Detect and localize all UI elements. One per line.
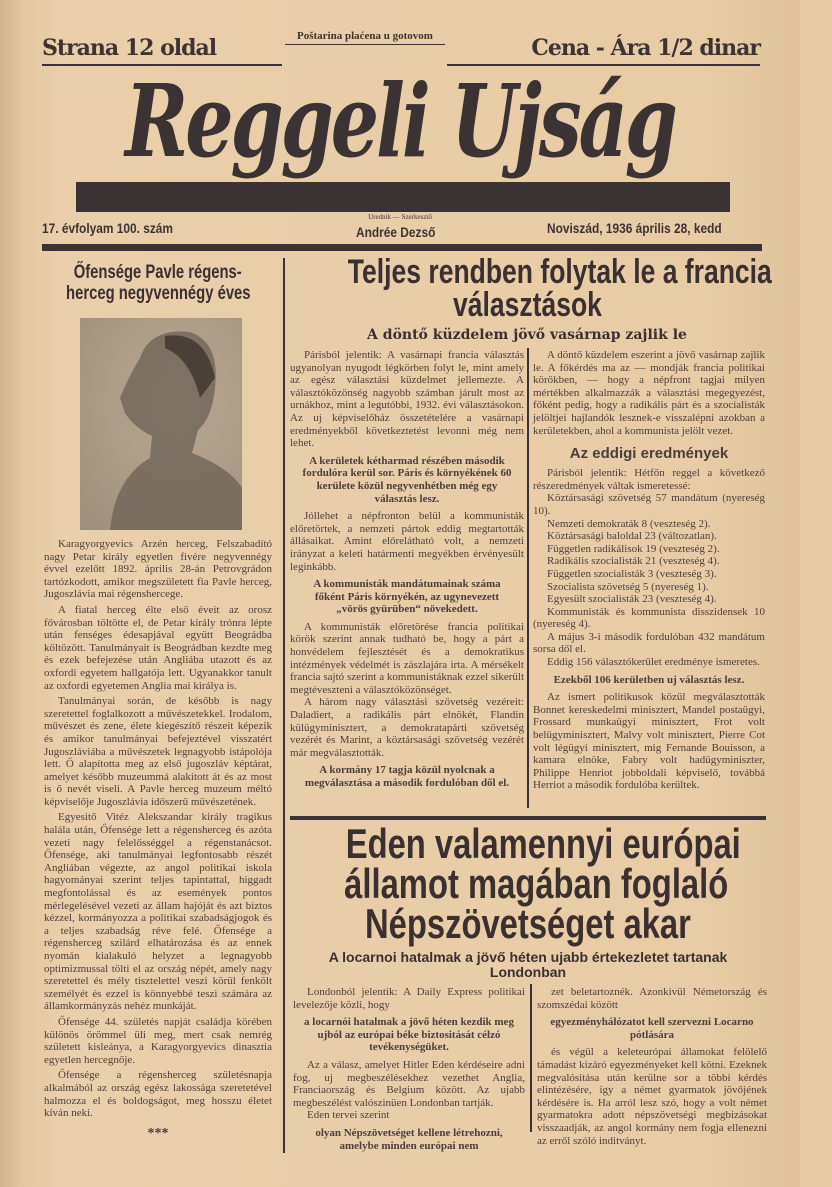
editor-name: Andrée Dezső [356, 224, 436, 240]
left-headline [38, 262, 278, 304]
paragraph: Kommunisták és kommunista disszidensek 10 (nyereség 4). [533, 605, 765, 631]
paragraph: Londonból jelentik: A Daily Express politikai levelezője közli, hogy [293, 986, 525, 1011]
article2-headline-line: Eden valamennyi európai [345, 820, 741, 867]
highlighted-paragraph: a locarnói hatalmak a jövő héten kezdik meg ujból az európai béke biztositását célzó tevékenységüket. [304, 1016, 514, 1054]
left-headline-line: Őfensége Pavle régens- [73, 262, 243, 283]
article1-col2 [533, 349, 765, 809]
highlighted-paragraph: A kormány 17 tagja közül nyolcnak a megválasztása a második fordulóban dől el. [304, 764, 510, 789]
highlighted-paragraph: egyezményhálózatot kell szervezni Locarno pótlására [550, 1016, 754, 1041]
paragraph: Köztársasági baloldal 23 (változatlan). [547, 530, 717, 543]
highlighted-paragraph: A kommunisták mandátumainak száma főként Páris környékén, az ugynevezett „vörös gyürüben“ növekedett. [313, 578, 501, 616]
paragraph: Eden tervei szerint [307, 1109, 390, 1122]
paragraph: Tanulmányai során, de később is nagy szeretettel foglalkozott a művészetekkel. Irodalom, művészet és zene, élete kiegészítő részeit képezik és amikor tanulmányai befejeztével visszatért Jugoszláviába a művészetek legnagyobb istápolója lett. Ő alapította meg az első jugoszláv képtárat, amelyet később muzeummá alakitott át és az most is ő nevét viseli. A Pavle herceg muzeum méltó képviselője Jugoszlávia időszerű művészetének. [44, 695, 272, 808]
highlighted-paragraph: A kerületek kétharmad részében második fordulóra kerül sor. Páris és környékének 60 kerülete közül negyvenhétben még egy választás lesz. [302, 454, 512, 505]
portrait-photo [80, 318, 242, 530]
article1-headline [288, 253, 772, 324]
article2-col1 [293, 986, 525, 1152]
issue-number: 17. évfolyam 100. szám [42, 220, 173, 236]
paragraph: Eddig 156 választókerület eredménye ismeretes. [547, 656, 760, 669]
paragraph: Karagyorgyevics Arzén herceg, Felszabadító nagy Petar király egyetlen fivére negyvennégy évvel ezelőtt 1892. április 28-án Petrovgrádon tartózkodott, amikor megszületett fia Pavle herceg, Jugoszlávia mai régenshercege. [44, 538, 272, 601]
article2-headline [290, 820, 766, 947]
paragraph: Nemzeti demokraták 8 (veszteség 2). [547, 517, 711, 530]
left-headline-line: herceg negyvennégy éves [65, 283, 251, 304]
portrait-silhouette-icon [80, 318, 242, 530]
masthead-title: Reggeli Ujság [125, 62, 675, 180]
article1-subtitle: A döntő küzdelem jövő vasárnap zajlik le [367, 327, 687, 343]
article2-subtitle [300, 950, 756, 980]
article1-col1 [290, 349, 524, 809]
paragraph: zet beletartoznék. Azonkivül Németország és szomszédai között [537, 986, 767, 1011]
paragraph: Párisból jelentik: Hétfőn reggel a következő részeredmények váltak ismeretessé: [533, 467, 765, 492]
article1-headline-line: választások [452, 286, 602, 324]
article2-subtitle-text: A locarnoi hatalmak a jövő héten ujabb értekezletet tartanak Londonban [328, 949, 728, 980]
dateline: Noviszád, 1936 április 28, kedd [547, 220, 722, 236]
masthead-bar [76, 182, 730, 212]
paragraph: Szocialista szövetség 5 (nyereség 1). [547, 580, 709, 593]
paragraph: Egyesitő Vitéz Alekszandar király tragikus halála után, Őfensége lett a régensherceg és azóta vezeti nagy felelősséggel a régenstanácsot. Őfensége, aki tanulmányai legfontosabb részét Angliában végezte, az angol politikai iskola hagyományai szerint teljes tapintattal, higgadt megfontolással és az események pontos mérlegelésével vezeti az állam hajóját és azt biztos kézzel, kormányozza a politikai szabadságjogok és a teljes szabadság réve felé. Őfensége a régensherceg szilárd elhatározása és az ennek nyomán kialakuló helyzet a legnagyobb optimizmussal tölti el az ország népét, amely nagy szeretettel és mély tisztelettel veszi körül fenkölt személyét és ezzel is könnyebbé teszi számára az államkormányzás nehéz munkáját. [44, 811, 272, 1013]
article2-col2 [537, 986, 767, 1147]
paragraph: Független szocialisták 3 (veszteség 3). [547, 567, 717, 580]
column-divider [283, 258, 285, 1153]
column-divider [530, 984, 532, 1132]
highlighted-paragraph: Ezekből 106 kerületben uj választás lesz. [553, 673, 745, 686]
section-heading: Az eddigi eredmények [569, 445, 729, 463]
header-rule [42, 244, 762, 251]
page-count: Strana 12 oldal [42, 34, 282, 66]
paragraph: Az a válasz, amelyet Hitler Eden kérdéseire adni fog, uj megbeszélésekhez vezethet Anglia, Franciaország és Belgium között. Az ujabb megbeszélést valószinüen Londonban tartják. [293, 1058, 525, 1109]
article1-headline-line: Teljes rendben folytak le a francia [347, 253, 772, 291]
paragraph: Az ismert politikusok közül megválasztották Bonnet kereskedelmi minisztert, Mandel postaügyi, Frossard munkaügyi minisztert, Frot volt belügyminisztert, Malvy volt minisztert, Pierre Cot volt légügyi minisztert, mig Fernande Bouisson, a kamara elnöke, Fabry volt hadügyminiszter, Philippe Henriot jobboldali képviselő, továbbá Herriot a második fordulóba kerültek. [533, 691, 765, 792]
paragraph: Jóllehet a népfronton belül a kommunisták előretörtek, a nemzeti pártok eddig megtartották állásaikat. Amint előrelátható volt, a nemzeti irányzat a keleti határmenti megyékben érvényesült leginkább. [290, 510, 524, 573]
article2-headline-line: Népszövetséget akar [365, 900, 691, 947]
paragraph: Radikális szocialisták 21 (veszteség 4). [547, 555, 720, 568]
paragraph: A három nagy választási szövetség vezéreit: Daladiert, a radikális párt elnökét, Flandin külügyminisztert, a demokratapárti szövetség vezérét és Marint, a köztársasági szövetség vezérét már megválasztották. [290, 696, 524, 759]
paragraph: Független radikálisok 19 (veszteség 2). [547, 542, 720, 555]
paragraph: A fiatal herceg élte első éveit az orosz fővárosban töltötte el, de Petar király trónra lépte után fenséges édesapjával együtt Beográdba költözött. Tanulmányait is Beográdban kezdte meg és ezek befejezése után Angliába utazott és az oxfordi egyetem hallgatója lett. Ugyanakkor tanult az oxfordi egyetemen Anglia mai királya is. [44, 603, 272, 692]
paragraph: A döntő küzdelem eszerint a jövő vasárnap zajlik le. A főkérdés ma az — mondják francia politikai körökben, — hogy a népfront tagjai milyen mértékben alkalmazzák a választási megegyezést, főként pedig, hogy a radikális párt és a szocialisták jelöltjei hajlandók lesznek-e visszalépni azokban a kerületekben, ahol a kommunista jelölt vezet. [533, 349, 765, 437]
paragraph: Köztársasági szövetség 57 mandátum (nyereség 10). [533, 492, 765, 517]
editor-label: Urednik — Szerkesztő [368, 213, 432, 221]
paragraph: A kommunisták előretörése francia politikai körök szerint annak tudható be, hogy a párt a honvédelem fejlesztését és a demokratikus intézmények védelmét is zászlajára irta. A mérsékelt francia sajtó szerint a kommunistáknak ezzel sikerült megtéveszteni a választóközönséget. [290, 620, 524, 696]
left-article-body [44, 538, 272, 1148]
column-divider [527, 348, 529, 808]
paragraph: Őfensége 44. születés napját családja körében különös örömmel üli meg, mert csak nemrég született kisleánya, a Karagyorgyevics dinasztia egyetlen hercegnője. [44, 1015, 272, 1066]
highlighted-paragraph: olyan Népszövetséget kellene létrehozni, amelybe minden európai nem [315, 1126, 503, 1152]
paragraph: Őfensége a régensherceg születésnapja alkalmából az ország egész lakossága szeretetével halmozza el és boldogságot, meg hosszu életet kíván neki. [44, 1069, 272, 1120]
postage-note: Poštarina plaćena u gotovom [285, 30, 445, 45]
paragraph: és végül a keleteurópai államokat felölelő támadást kizáró egyezményeket kell kötni. Ezeknek megvalósitása után kerülne sor a többi kérdés elintézésére, igy a német gyarmatok jövőjének kérdésére is. Ha arról lesz szó, hogy a volt német gyarmatokra adott népszövetségi megbizásokat visszaadják, az angol kormány nem fogja ellenezni az erről szóló inditványt. [537, 1046, 767, 1147]
paragraph: A május 3-i második fordulóban 432 mandátum sorsa dől el. [533, 630, 765, 656]
article2-headline-line: államot magában foglaló [344, 860, 729, 907]
ornament-stars: *** [147, 1125, 169, 1141]
paragraph: Egyesült szocialisták 23 (veszteség 4). [547, 593, 717, 606]
price: Cena - Ára 1/2 dinar [447, 34, 760, 66]
paragraph: Párisból jelentik: A vasárnapi francia választás ugyanolyan nyugodt légkörben folyt le, mint amely az egész választási küzdelmet jellemezte. A választóközönség nagyobb számban járult most az urnákhoz, mint a legutóbbi, 1932. évi választásokon. Az uj képviselőház összetételére a vasárnapi eredményekből következtetést levonni még nem lehet. [290, 349, 524, 450]
